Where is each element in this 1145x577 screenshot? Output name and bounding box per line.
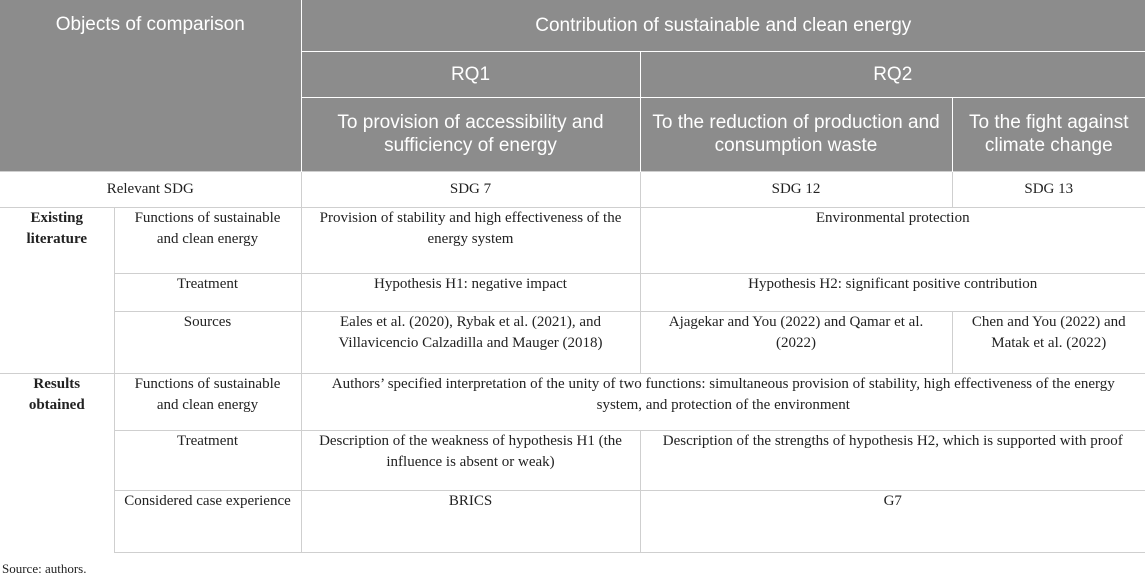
group-label-results-obtained: Results obtained <box>0 373 114 552</box>
header-col-climate-change: To the fight against climate change <box>952 97 1145 171</box>
cell-sources-waste: Ajagekar and You (2022) and Qamar et al. (2022) <box>640 311 952 373</box>
cell-existing-treatment-rq1: Hypothesis H1: negative impact <box>301 273 640 311</box>
cell-results-functions: Authors’ specified interpretation of the unity of two functions: simultaneous provision of stability, high effectiveness of the energy system, and protection of the environment <box>301 373 1145 430</box>
cell-sources-climate: Chen and You (2022) and Matak et al. (2022) <box>952 311 1145 373</box>
cell-existing-treatment-rq2: Hypothesis H2: significant positive contribution <box>640 273 1145 311</box>
cell-sdg-7: SDG 7 <box>301 171 640 207</box>
header-col-waste-reduction: To the reduction of production and consumption waste <box>640 97 952 171</box>
cell-existing-functions-rq1: Provision of stability and high effectiveness of the energy system <box>301 207 640 273</box>
row-label-functions: Functions of sustainable and clean energy <box>114 207 301 273</box>
cell-results-treatment-rq1: Description of the weakness of hypothesis H1 (the influence is absent or weak) <box>301 430 640 490</box>
row-label-sources: Sources <box>114 311 301 373</box>
source-note: Source: authors. <box>2 561 87 576</box>
header-objects-of-comparison: Objects of comparison <box>0 0 301 171</box>
header-rq1: RQ1 <box>301 51 640 97</box>
row-label-functions: Functions of sustainable and clean energy <box>114 373 301 430</box>
cell-sdg-13: SDG 13 <box>952 171 1145 207</box>
group-label-existing-literature: Existing literature <box>0 207 114 373</box>
cell-cases-rq2: G7 <box>640 490 1145 552</box>
cell-cases-rq1: BRICS <box>301 490 640 552</box>
row-label-treatment: Treatment <box>114 430 301 490</box>
cell-sources-rq1: Eales et al. (2020), Rybak et al. (2021), and Villavicencio Calzadilla and Mauger (2018) <box>301 311 640 373</box>
cell-results-treatment-rq2: Description of the strengths of hypothesis H2, which is supported with proof <box>640 430 1145 490</box>
row-label-relevant-sdg: Relevant SDG <box>0 171 301 207</box>
cell-sdg-12: SDG 12 <box>640 171 952 207</box>
header-rq2: RQ2 <box>640 51 1145 97</box>
row-label-treatment: Treatment <box>114 273 301 311</box>
header-col-accessibility: To provision of accessibility and sufficiency of energy <box>301 97 640 171</box>
cell-existing-functions-rq2: Environmental protection <box>640 207 1145 273</box>
header-contribution: Contribution of sustainable and clean energy <box>301 0 1145 51</box>
row-label-case-experience: Considered case experience <box>114 490 301 552</box>
